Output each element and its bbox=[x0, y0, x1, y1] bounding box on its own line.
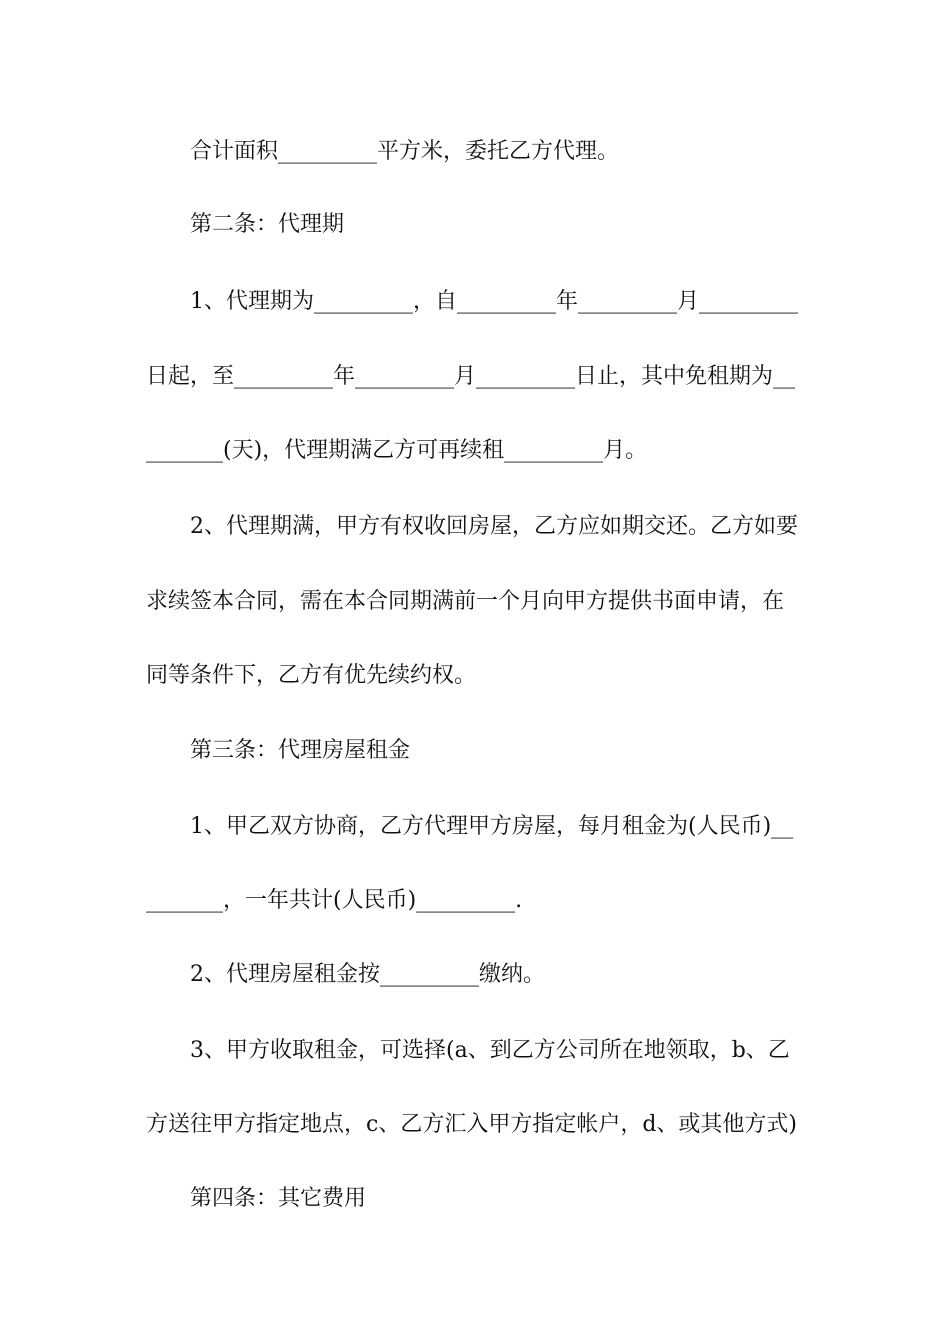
term-clause-1-line-2: 日起，至_________年_________月_________日止，其中免租期为__ bbox=[146, 364, 796, 389]
rent-clause-2: 2、代理房屋租金按_________缴纳。 bbox=[190, 962, 545, 987]
rent-clause-3-line-2: 方送往甲方指定地点，c、乙方汇入甲方指定帐户，d、或其他方式) bbox=[146, 1112, 797, 1137]
term-clause-2-line-1: 2、代理期满，甲方有权收回房屋，乙方应如期交还。乙方如要 bbox=[190, 514, 798, 539]
article-4-heading: 第四条：其它费用 bbox=[190, 1186, 367, 1211]
article-2-heading: 第二条：代理期 bbox=[190, 212, 345, 237]
rent-clause-1-line-1: 1、甲乙双方协商，乙方代理甲方房屋，每月租金为(人民币)__ bbox=[190, 814, 794, 839]
article-3-heading: 第三条：代理房屋租金 bbox=[190, 738, 411, 763]
area-line: 合计面积_________平方米，委托乙方代理。 bbox=[190, 139, 620, 164]
rent-clause-3-line-1: 3、甲方收取租金，可选择(a、到乙方公司所在地领取，b、乙 bbox=[190, 1038, 790, 1063]
term-clause-1-line-3: _______(天)，代理期满乙方可再续租_________月。 bbox=[146, 438, 648, 463]
term-clause-2-line-2: 求续签本合同，需在本合同期满前一个月向甲方提供书面申请，在 bbox=[146, 589, 785, 614]
term-clause-2-line-3: 同等条件下，乙方有优先续约权。 bbox=[146, 663, 477, 688]
term-clause-1-line-1: 1、代理期为_________，自_________年_________月_________ bbox=[190, 289, 798, 314]
rent-clause-1-line-2: _______，一年共计(人民币)_________. bbox=[146, 888, 523, 913]
